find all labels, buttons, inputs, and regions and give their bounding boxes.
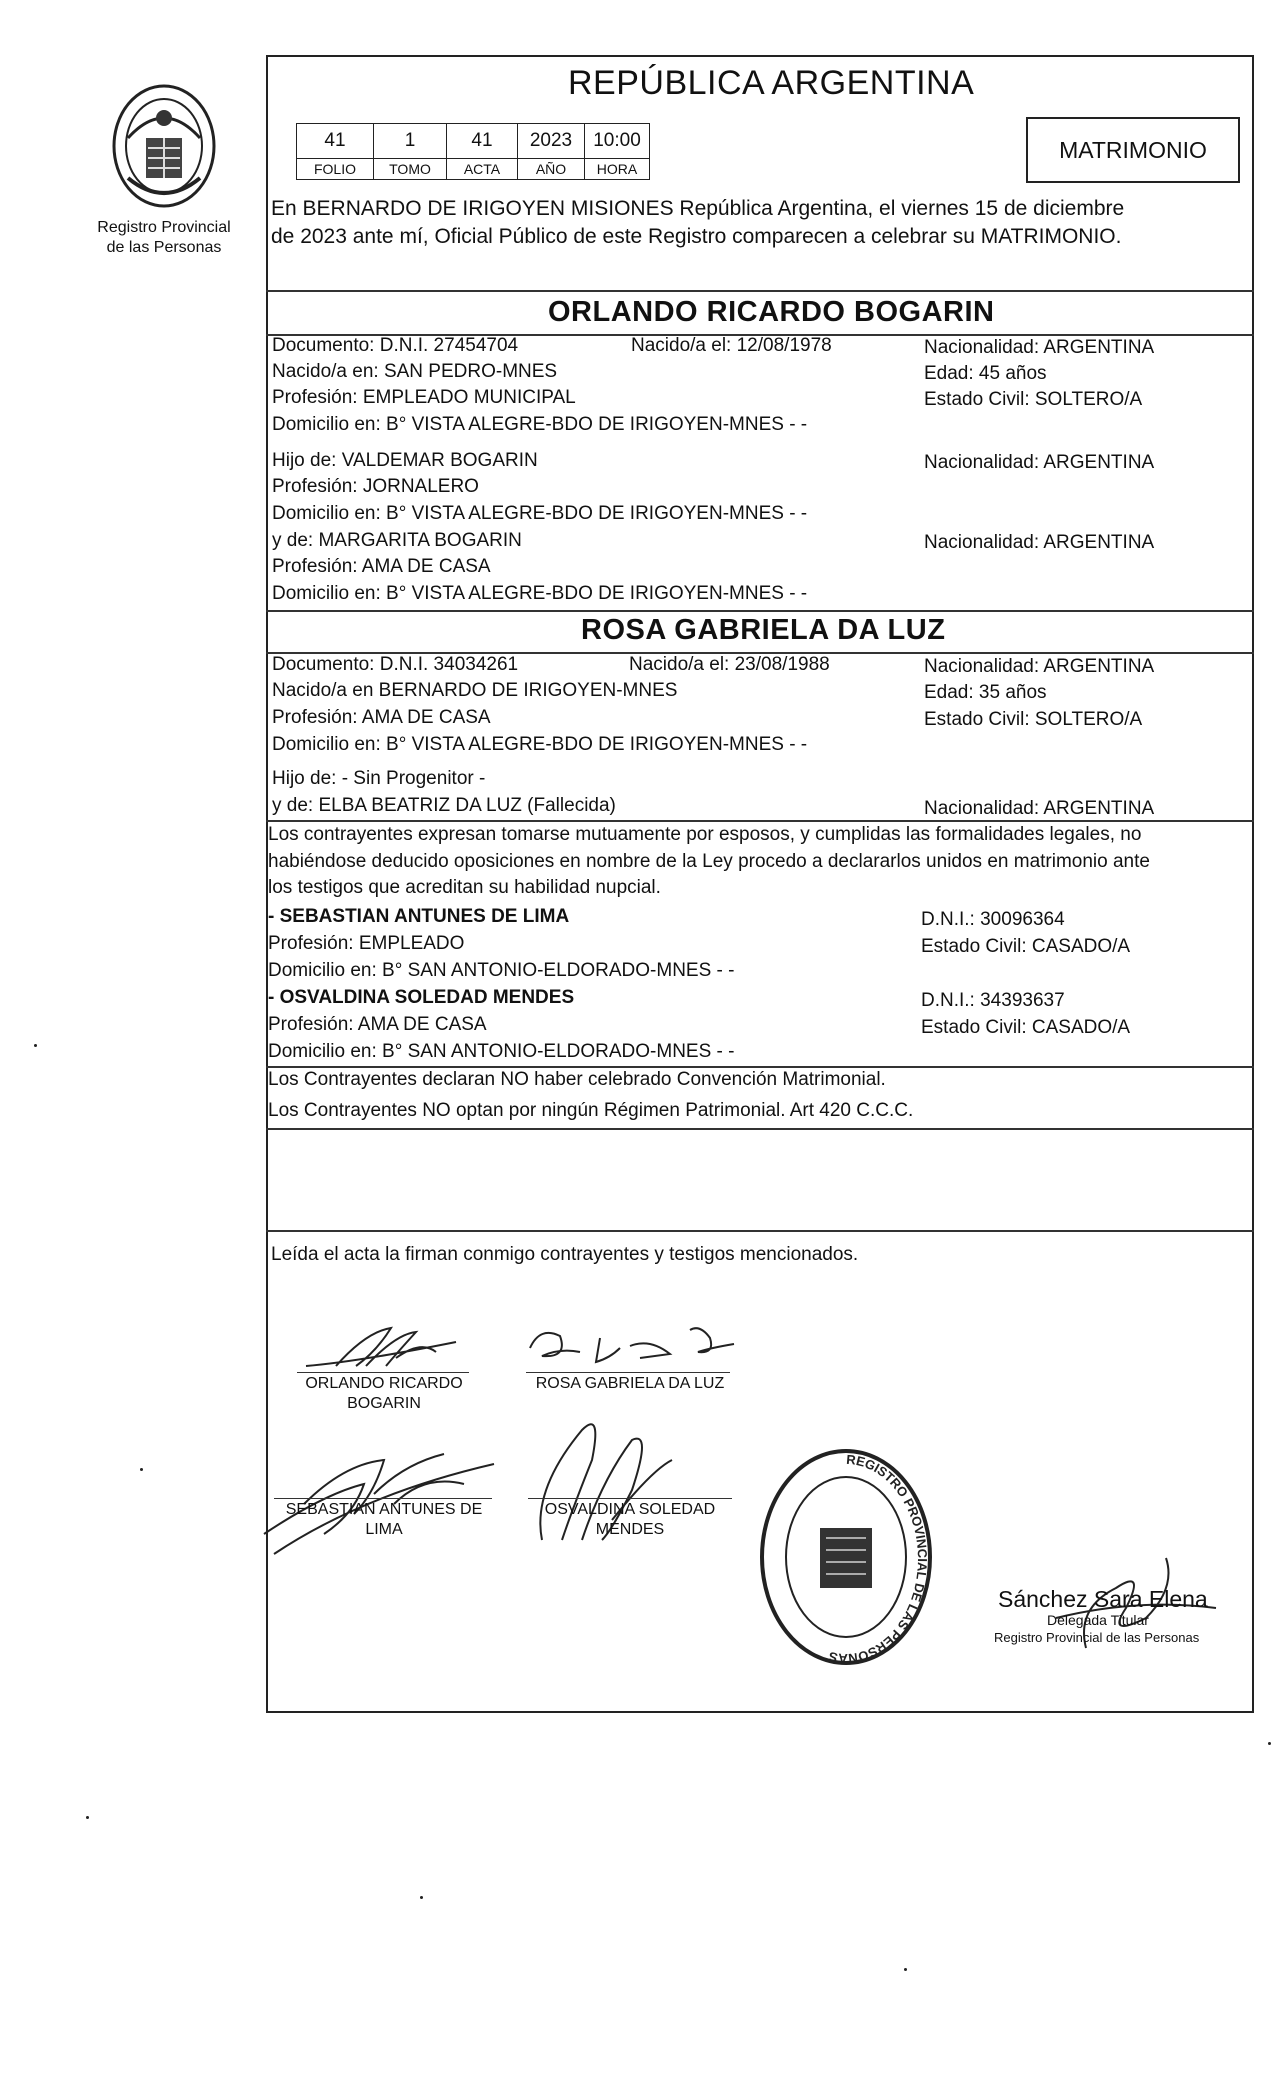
signature-line — [297, 1372, 469, 1373]
spouse1-father-address: Domicilio en: B° VISTA ALEGRE-BDO DE IRIGOYEN-MNES - - — [272, 503, 808, 524]
scan-speck — [420, 1896, 423, 1899]
signature-line — [526, 1372, 730, 1373]
ano-value: 2023 — [518, 124, 585, 159]
spouse2-mother: y de: ELBA BEATRIZ DA LUZ (Fallecida) — [272, 795, 616, 816]
spouse1-address: Domicilio en: B° VISTA ALEGRE-BDO DE IRIGOYEN-MNES - - — [272, 414, 808, 435]
spouse1-name: ORLANDO RICARDO BOGARIN — [548, 296, 995, 328]
signature-line — [528, 1498, 732, 1499]
hora-label: HORA — [585, 159, 650, 180]
spouse2-name: ROSA GABRIELA DA LUZ — [581, 614, 946, 646]
document-title: REPÚBLICA ARGENTINA — [568, 64, 975, 102]
record-table — [296, 123, 650, 180]
logo-caption-1: Registro Provincial — [97, 219, 231, 236]
witness1-name: - SEBASTIAN ANTUNES DE LIMA — [268, 906, 570, 927]
spouse2-age: Edad: 35 años — [924, 682, 1047, 703]
spouse1-mother-nationality: Nacionalidad: ARGENTINA — [924, 532, 1155, 553]
logo-caption-2: de las Personas — [106, 239, 222, 256]
official-role: Delegada Titular — [1047, 1612, 1149, 1628]
spouse1-signature — [296, 1322, 466, 1374]
spouse2-document: Documento: D.N.I. 34034261 — [272, 654, 519, 675]
acta-label: ACTA — [447, 159, 518, 180]
witness2-address: Domicilio en: B° SAN ANTONIO-ELDORADO-MNES - - — [268, 1041, 735, 1062]
witness2-name: - OSVALDINA SOLEDAD MENDES — [268, 987, 575, 1008]
spouse1-mother-address: Domicilio en: B° VISTA ALEGRE-BDO DE IRIGOYEN-MNES - - — [272, 583, 808, 604]
spouse1-age: Edad: 45 años — [924, 363, 1047, 384]
scan-speck — [904, 1968, 907, 1971]
spouse1-father-nationality: Nacionalidad: ARGENTINA — [924, 452, 1155, 473]
divider — [266, 290, 1254, 292]
spouse1-birthplace: Nacido/a en: SAN PEDRO-MNES — [272, 361, 558, 382]
spouse1-profession: Profesión: EMPLEADO MUNICIPAL — [272, 387, 576, 408]
witness1-signature-label-2: LIMA — [365, 1521, 403, 1538]
scan-speck — [86, 1816, 89, 1819]
provincial-coat-of-arms-logo — [98, 78, 230, 214]
declaration-line-3: los testigos que acreditan su habilidad nupcial. — [268, 877, 661, 898]
spouse2-birthdate: Nacido/a el: 23/08/1988 — [629, 654, 830, 675]
intro-line-1: En BERNARDO DE IRIGOYEN MISIONES República Argentina, el viernes 15 de diciembre — [271, 197, 1125, 220]
declaration-line-1: Los contrayentes expresan tomarse mutuamente por esposos, y cumplidas las formalidades legales, no — [268, 824, 1142, 845]
spouse2-signature-label: ROSA GABRIELA DA LUZ — [535, 1375, 725, 1392]
folio-value: 41 — [297, 124, 374, 159]
divider — [266, 1230, 1254, 1232]
spouse1-signature-label-2: BOGARIN — [347, 1395, 421, 1412]
witness2-signature-label-1: OSVALDINA SOLEDAD — [544, 1501, 716, 1518]
acta-value: 41 — [447, 124, 518, 159]
scan-speck — [1268, 1742, 1271, 1745]
spouse2-address: Domicilio en: B° VISTA ALEGRE-BDO DE IRIGOYEN-MNES - - — [272, 734, 808, 755]
witness2-signature-label-2: MENDES — [595, 1521, 665, 1538]
official-organization: Registro Provincial de las Personas — [994, 1630, 1200, 1645]
spouse1-birthdate: Nacido/a el: 12/08/1978 — [631, 335, 832, 356]
official-round-stamp — [756, 1444, 936, 1670]
record-type-box — [1026, 117, 1240, 183]
spouse2-mother-nationality: Nacionalidad: ARGENTINA — [924, 798, 1155, 819]
official-name: Sánchez Sara Elena — [998, 1586, 1208, 1612]
witness1-profession: Profesión: EMPLEADO — [268, 933, 465, 954]
witness2-dni: D.N.I.: 34393637 — [921, 990, 1065, 1011]
scan-speck — [34, 1044, 37, 1047]
note-line-1: Los Contrayentes declaran NO haber celebrado Convención Matrimonial. — [268, 1069, 886, 1090]
spouse1-mother-profession: Profesión: AMA DE CASA — [272, 556, 491, 577]
divider — [266, 610, 1254, 612]
witness1-signature-label-1: SEBASTIAN ANTUNES DE — [285, 1501, 483, 1518]
stamp-text: REGISTRO PROVINCIAL DE LAS PERSONAS — [827, 1451, 931, 1667]
spouse2-father: Hijo de: - Sin Progenitor - — [272, 768, 486, 789]
declaration-line-2: habiéndose deducido oposiciones en nombre de la Ley procedo a declararlos unidos en matrimonio ante — [268, 851, 1150, 872]
spouse1-signature-label-1: ORLANDO RICARDO — [305, 1375, 463, 1392]
spouse1-document: Documento: D.N.I. 27454704 — [272, 335, 519, 356]
witness2-civil-status: Estado Civil: CASADO/A — [921, 1017, 1131, 1038]
spouse1-father-profession: Profesión: JORNALERO — [272, 476, 479, 497]
tomo-label: TOMO — [374, 159, 447, 180]
witness1-dni: D.N.I.: 30096364 — [921, 909, 1065, 930]
note-line-2: Los Contrayentes NO optan por ningún Régimen Patrimonial. Art 420 C.C.C. — [268, 1100, 914, 1121]
spouse1-mother: y de: MARGARITA BOGARIN — [272, 530, 522, 551]
record-type: MATRIMONIO — [1059, 136, 1207, 163]
hora-value: 10:00 — [585, 124, 650, 159]
spouse2-nationality: Nacionalidad: ARGENTINA — [924, 656, 1155, 677]
witness1-civil-status: Estado Civil: CASADO/A — [921, 936, 1131, 957]
witness2-profession: Profesión: AMA DE CASA — [268, 1014, 487, 1035]
witness1-signature — [244, 1434, 504, 1564]
spouse2-profession: Profesión: AMA DE CASA — [272, 707, 491, 728]
spouse2-civil-status: Estado Civil: SOLTERO/A — [924, 709, 1143, 730]
spouse1-nationality: Nacionalidad: ARGENTINA — [924, 337, 1155, 358]
witness1-address: Domicilio en: B° SAN ANTONIO-ELDORADO-MNES - - — [268, 960, 735, 981]
ano-label: AÑO — [518, 159, 585, 180]
signature-line — [274, 1498, 492, 1499]
spouse1-civil-status: Estado Civil: SOLTERO/A — [924, 389, 1143, 410]
spouse2-birthplace: Nacido/a en BERNARDO DE IRIGOYEN-MNES — [272, 680, 678, 701]
spouse2-signature — [520, 1318, 756, 1372]
spouse1-father: Hijo de: VALDEMAR BOGARIN — [272, 450, 538, 471]
tomo-value: 1 — [374, 124, 447, 159]
folio-label: FOLIO — [297, 159, 374, 180]
closing-statement: Leída el acta la firman conmigo contrayentes y testigos mencionados. — [271, 1244, 859, 1265]
divider — [266, 1128, 1254, 1130]
intro-line-2: de 2023 ante mí, Oficial Público de este Registro comparecen a celebrar su MATRIMONIO. — [271, 225, 1122, 248]
divider — [266, 820, 1254, 822]
scan-speck — [140, 1468, 143, 1471]
